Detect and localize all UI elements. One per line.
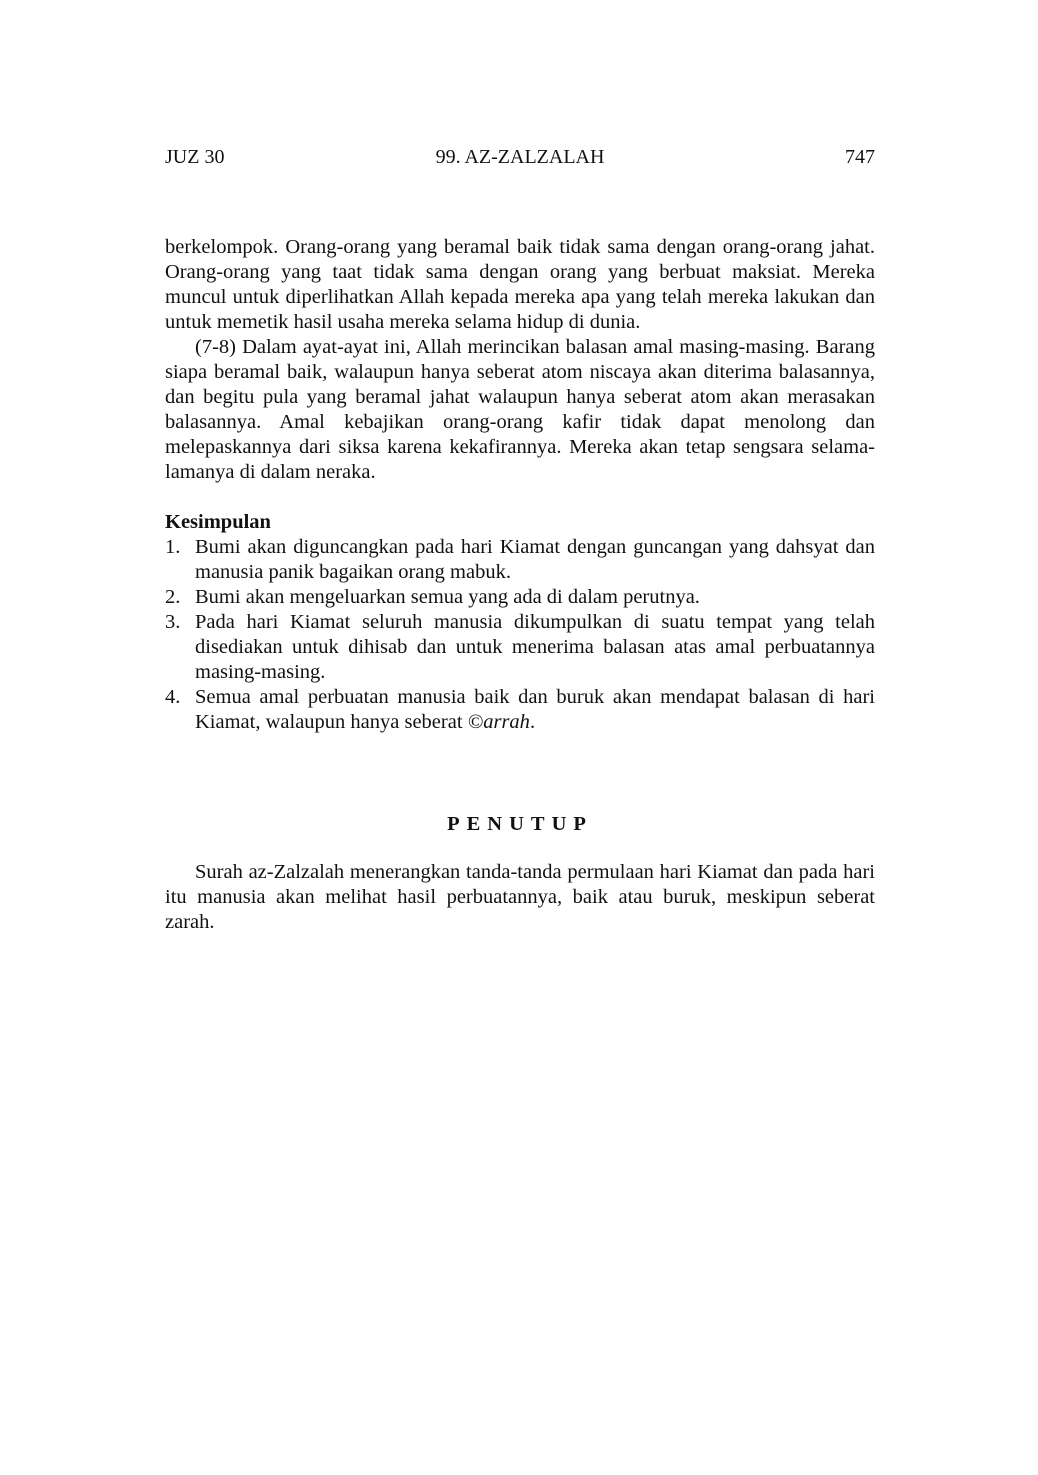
list-item-number: 1. — [165, 536, 181, 558]
list-item-number: 3. — [165, 611, 181, 633]
list-item — [165, 585, 875, 610]
list-item-text: Bumi akan mengeluarkan semua yang ada di dalam perutnya. — [195, 586, 700, 608]
penutup-paragraph: Surah az-Zalzalah menerangkan tanda-tanda permulaan hari Kiamat dan pada hari itu manusia akan melihat hasil perbuatannya, baik atau buruk, meskipun seberat zarah. — [165, 861, 875, 933]
list-item-italic-term: ©arrah — [467, 711, 530, 733]
paragraph-verse-7-8: (7-8) Dalam ayat-ayat ini, Allah merincikan balasan amal masing-masing. Barang siapa beramal baik, walaupun hanya seberat atom niscaya akan diterima balasannya, dan begitu pula yang beramal jahat walaupun hanya seberat atom akan merasakan balasannya. Amal kebajikan orang-orang kafir tidak dapat menolong dan melepaskannya dari siksa karena kekafirannya. Mereka akan tetap sengsara selama-lamanya di dalam neraka. — [165, 336, 875, 483]
page-body — [165, 235, 875, 935]
list-item-text: Pada hari Kiamat seluruh manusia dikumpulkan di suatu tempat yang telah disediakan untuk dihisab dan untuk menerima balasan atas amal perbuatannya masing-masing. — [195, 611, 875, 683]
list-item-end: . — [529, 711, 536, 733]
juz-label: JUZ 30 — [165, 146, 225, 168]
list-item — [165, 535, 875, 585]
penutup-heading: PENUTUP — [447, 813, 593, 835]
surah-title: 99. AZ-ZALZALAH — [435, 146, 605, 168]
list-item-number: 2. — [165, 586, 181, 608]
list-item-number: 4. — [165, 686, 181, 708]
paragraph-continuation: berkelompok. Orang-orang yang beramal baik tidak sama dengan orang-orang jahat. Orang-orang yang taat tidak sama dengan orang yang berbuat maksiat. Mereka muncul untuk diperlihatkan Allah kepada mereka apa yang telah mereka lakukan dan untuk memetik hasil usaha mereka selama hidup di dunia. — [165, 236, 875, 333]
kesimpulan-heading: Kesimpulan — [165, 511, 271, 533]
list-item — [165, 610, 875, 685]
page-number: 747 — [845, 146, 875, 168]
list-item — [165, 685, 875, 735]
list-item-text: Semua amal perbuatan manusia baik dan buruk akan mendapat balasan di hari Kiamat, walaupun hanya seberat — [195, 686, 875, 733]
list-item-text: Bumi akan diguncangkan pada hari Kiamat dengan guncangan yang dahsyat dan manusia panik bagaikan orang mabuk. — [195, 536, 875, 583]
kesimpulan-list — [165, 535, 875, 735]
